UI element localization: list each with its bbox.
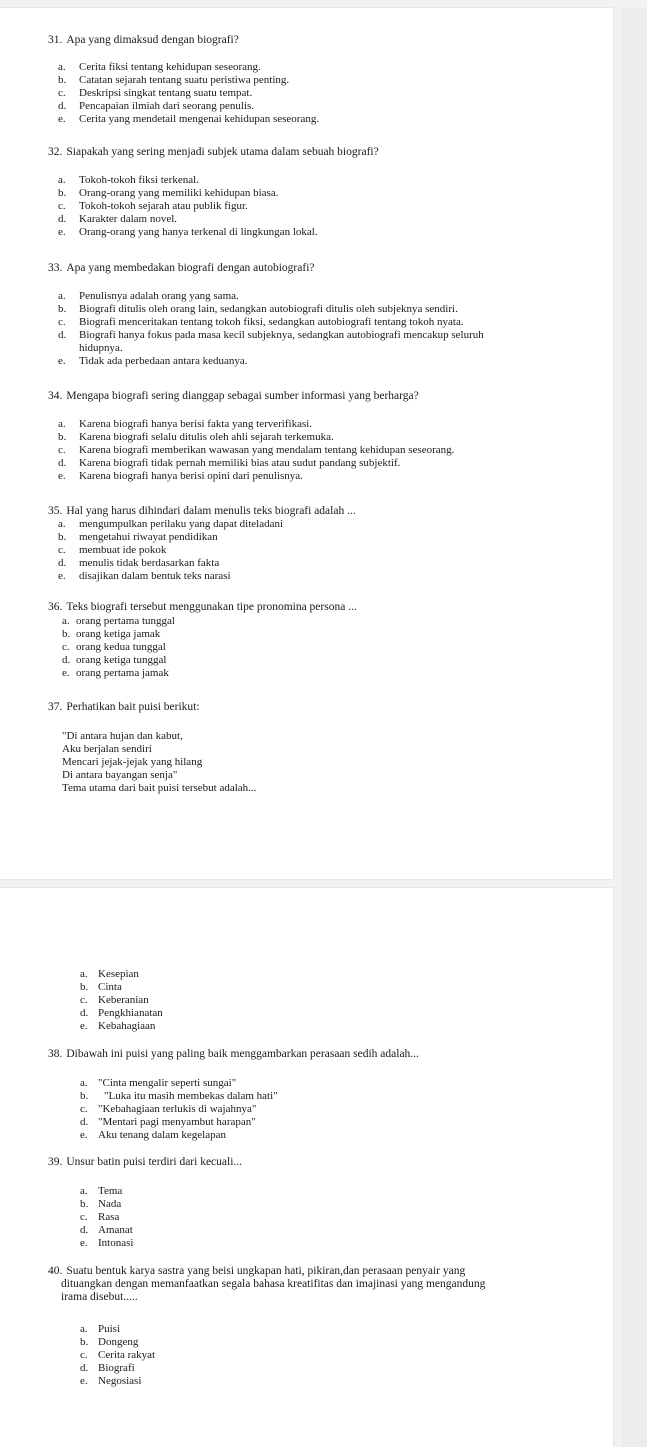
option-c: c. Tokoh-tokoh sejarah atau publik figur.	[58, 200, 248, 212]
poem-line: Di antara bayangan senja"	[62, 769, 178, 781]
question-37-options	[80, 968, 163, 1033]
option-d: d. Karena biografi tidak pernah memiliki bias atau sudut pandang subjektif.	[58, 457, 401, 469]
option-c: c. "Kebahagiaan terlukis di wajahnya"	[80, 1103, 257, 1115]
option-c: c. Cerita rakyat	[80, 1349, 156, 1361]
option-a: a. Tokoh-tokoh fiksi terkenal.	[58, 174, 199, 186]
question-number: 37.	[48, 701, 63, 713]
option-c: c. Deskripsi singkat tentang suatu tempat.	[58, 87, 253, 99]
option-b: b. Orang-orang yang memiliki kehidupan biasa.	[58, 187, 279, 199]
question-text: Unsur batin puisi terdiri dari kecuali...	[66, 1156, 243, 1168]
poem-stanza	[62, 730, 256, 795]
question-text: Dibawah ini puisi yang paling baik menggambarkan perasaan sedih adalah...	[66, 1048, 419, 1060]
question-39-options	[80, 1185, 133, 1250]
option-b: b. Cinta	[80, 981, 122, 993]
option-d: d. orang ketiga tunggal	[62, 654, 167, 666]
question-text: Hal yang harus dihindari dalam menulis teks biografi adalah ...	[66, 505, 356, 517]
question-text: Apa yang dimaksud dengan biografi?	[66, 34, 239, 46]
question-text: Suatu bentuk karya sastra yang beisi ungkapan hati, pikiran,dan perasaan penyair yang	[66, 1265, 466, 1277]
question-text-continued: irama disebut.....	[61, 1291, 138, 1303]
option-d: d. "Mentari pagi menyambut harapan"	[80, 1116, 256, 1128]
question-text: Teks biografi tersebut menggunakan tipe pronomina persona ...	[66, 601, 357, 613]
question-text: Mengapa biografi sering dianggap sebagai sumber informasi yang berharga?	[66, 390, 419, 402]
option-a: a. Penulisnya adalah orang yang sama.	[58, 290, 239, 302]
option-b: b. orang ketiga jamak	[62, 628, 161, 640]
option-a: a. mengumpulkan perilaku yang dapat diteladani	[58, 518, 284, 530]
option-d: d. Pencapaian ilmiah dari seorang penulis.	[58, 100, 255, 112]
question-number: 31.	[48, 34, 63, 46]
question-34-stem	[48, 390, 419, 403]
option-d: d. Biografi	[80, 1362, 135, 1374]
question-number: 35.	[48, 505, 63, 517]
document-page-2	[0, 888, 613, 1447]
option-d: d. Karakter dalam novel.	[58, 213, 178, 225]
poem-line: "Di antara hujan dan kabut,	[62, 730, 183, 742]
option-b: b. Karena biografi selalu ditulis oleh ahli sejarah terkemuka.	[58, 431, 334, 443]
option-a: a. Puisi	[80, 1323, 121, 1335]
option-e: e. Negosiasi	[80, 1375, 142, 1387]
question-text: Siapakah yang sering menjadi subjek utama dalam sebuah biografi?	[66, 146, 379, 158]
option-e: e. Tidak ada perbedaan antara keduanya.	[58, 355, 248, 367]
option-d: d. Pengkhianatan	[80, 1007, 163, 1019]
option-c: c. Keberanian	[80, 994, 149, 1006]
option-b: b. Biografi ditulis oleh orang lain, sedangkan autobiografi ditulis oleh subjeknya sendiri.	[58, 303, 458, 315]
poem-question: Tema utama dari bait puisi tersebut adalah...	[62, 782, 257, 794]
option-b: b. Nada	[80, 1198, 122, 1210]
question-number: 33.	[48, 262, 63, 274]
question-36-stem	[48, 601, 357, 614]
option-b: b. Catatan sejarah tentang suatu peristiwa penting.	[58, 74, 290, 86]
option-e: e. orang pertama jamak	[62, 667, 169, 679]
question-text: Perhatikan bait puisi berikut:	[66, 701, 200, 713]
option-a: a. orang pertama tunggal	[62, 615, 175, 627]
scrollbar-track[interactable]	[622, 8, 647, 1447]
option-e: e. Cerita yang mendetail mengenai kehidupan seseorang.	[58, 113, 320, 125]
question-text: Apa yang membedakan biografi dengan autobiografi?	[66, 262, 315, 274]
option-d: d. menulis tidak berdasarkan fakta	[58, 557, 220, 569]
option-c: c. Karena biografi memberikan wawasan yang mendalam tentang kehidupan seseorang.	[58, 444, 455, 456]
poem-line: Aku berjalan sendiri	[62, 743, 152, 755]
question-33-options	[58, 290, 484, 368]
question-35-stem	[48, 505, 356, 518]
question-number: 34.	[48, 390, 63, 402]
option-e: e. Karena biografi hanya berisi opini dari penulisnya.	[58, 470, 303, 482]
question-38-options	[80, 1077, 278, 1142]
option-b: b. "Luka itu masih membekas dalam hati"	[80, 1090, 278, 1102]
option-a: a. Kesepian	[80, 968, 139, 980]
option-c: c. orang kedua tunggal	[62, 641, 166, 653]
option-e: e. Kebahagiaan	[80, 1020, 156, 1032]
option-a: a. Cerita fiksi tentang kehidupan seseorang.	[58, 61, 261, 73]
poem-line: Mencari jejak-jejak yang hilang	[62, 756, 203, 768]
option-a: a. Tema	[80, 1185, 123, 1197]
question-38-stem	[48, 1048, 419, 1061]
question-number: 39.	[48, 1156, 63, 1168]
question-32-stem	[48, 146, 379, 159]
question-37-stem	[48, 701, 200, 714]
question-33-stem	[48, 262, 315, 275]
question-number: 40.	[48, 1265, 63, 1277]
option-c: c. Biografi menceritakan tentang tokoh fiksi, sedangkan autobiografi tentang tokoh nyata.	[58, 316, 464, 328]
option-e: e. Intonasi	[80, 1237, 134, 1249]
option-b: b. Dongeng	[80, 1336, 139, 1348]
option-b: b. mengetahui riwayat pendidikan	[58, 531, 218, 543]
question-number: 36.	[48, 601, 63, 613]
option-e: e. Orang-orang yang hanya terkenal di lingkungan lokal.	[58, 226, 318, 238]
option-a: a. "Cinta mengalir seperti sungai"	[80, 1077, 237, 1089]
option-a: a. Karena biografi hanya berisi fakta yang terverifikasi.	[58, 418, 313, 430]
question-number: 38.	[48, 1048, 63, 1060]
option-e: e. disajikan dalam bentuk teks narasi	[58, 570, 231, 582]
question-36-options	[62, 615, 175, 680]
question-31-stem	[48, 34, 239, 47]
question-40-stem	[48, 1265, 485, 1304]
question-35-options	[58, 518, 283, 583]
option-e: e. Aku tenang dalam kegelapan	[80, 1129, 226, 1141]
option-c: c. membuat ide pokok	[58, 544, 167, 556]
question-32-options	[58, 174, 318, 239]
option-d: d. Amanat	[80, 1224, 133, 1236]
question-39-stem	[48, 1156, 242, 1169]
option-d: d. Biografi hanya fokus pada masa kecil subjeknya, sedangkan autobiografi mencakup seluruh hidupnya.	[58, 329, 484, 354]
option-c: c. Rasa	[80, 1211, 120, 1223]
document-page-1	[0, 8, 613, 879]
question-31-options	[58, 61, 319, 126]
question-text-continued: dituangkan dengan memanfaatkan segala bahasa kreatifitas dan imajinasi yang mengandung	[61, 1278, 486, 1290]
question-34-options	[58, 418, 454, 483]
question-number: 32.	[48, 146, 63, 158]
question-40-options	[80, 1323, 155, 1388]
